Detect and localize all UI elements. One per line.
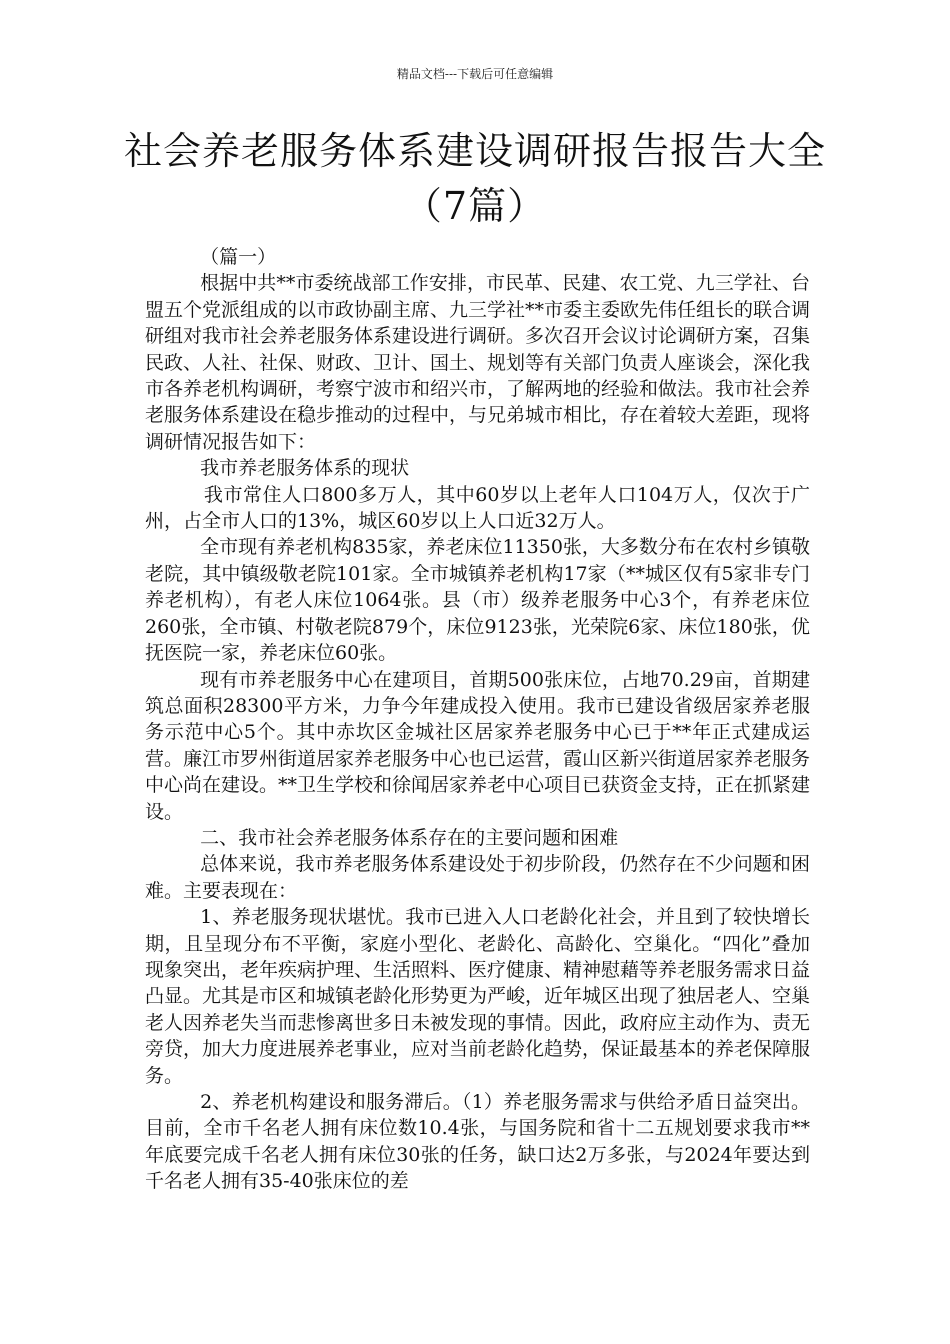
body-paragraph: 现有市养老服务中心在建项目，首期500张床位，占地70.29亩，首期建筑总面积28300平方米，力争今年建成投入使用。我市已建设省级居家养老服务示范中心5个。其中赤坎区金城社区居家养老服务中心已于**年正式建成运营。廉江市罗州街道居家养老服务中心也已运营，霞山区新兴街道居家养老服务中心尚在建设。**卫生学校和徐闻居家养老中心项目已获资金支持，正在抓紧建设。	[145, 668, 811, 823]
body-paragraph: 全市现有养老机构835家，养老床位11350张，大多数分布在农村乡镇敬老院，其中镇级敬老院101家。全市城镇养老机构17家（**城区仅有5家非专门养老机构），有老人床位1064张。县（市）级养老服务中心3个，有养老床位260张，全市镇、村敬老院879个，床位9123张，光荣院6家、床位180张，优抚医院一家，养老床位60张。	[145, 536, 810, 665]
section-heading: 二、我市社会养老服务体系存在的主要问题和困难	[200, 826, 619, 849]
document-title: 社会养老服务体系建设调研报告报告大全（7篇）	[123, 129, 826, 228]
body-paragraph: 总体来说，我市养老服务体系建设处于初步阶段，仍然存在不少问题和困难。主要表现在：	[145, 853, 810, 902]
body-paragraph: 1、养老服务现状堪忧。我市已进入人口老龄化社会，并且到了较快增长期，且呈现分布不平衡，家庭小型化、老龄化、高龄化、空巢化。“四化”叠加现象突出，老年疾病护理、生活照料、医疗健康、精神慰藉等养老服务需求日益凸显。尤其是市区和城镇老龄化形势更为严峻，近年城区出现了独居老人、空巢老人因养老失当而悲惨离世多日未被发现的事情。因此，政府应主动作为、责无旁贷，加大力度进展养老事业，应对当前老龄化趋势，保证最基本的养老保障服务。	[145, 906, 811, 1087]
header-note: 精品文档---下载后可任意编辑	[396, 67, 554, 81]
body-paragraph: 我市常住人口800多万人，其中60岁以上老年人口104万人，仅次于广州，占全市人口的13%，城区60岁以上人口近32万人。	[145, 483, 810, 533]
section-label: （篇一）	[200, 246, 277, 268]
document-body	[145, 244, 810, 1195]
body-paragraph: 2、养老机构建设和服务滞后。（1）养老服务需求与供给矛盾日益突出。目前，全市千名老人拥有床位数10.4张，与国务院和省十二五规划要求我市**年底要完成千名老人拥有床位30张的任务，缺口达2万多张，与2024年要达到千名老人拥有35-40张床位的差	[145, 1091, 810, 1193]
body-paragraph: 根据中共**市委统战部工作安排，市民革、民建、农工党、九三学社、台盟五个党派组成的以市政协副主席、九三学社**市委主委欧先伟任组长的联合调研组对我市社会养老服务体系建设进行调研。多次召开会议讨论调研方案，召集民政、人社、社保、财政、卫计、国土、规划等有关部门负责人座谈会，深化我市各养老机构调研，考察宁波市和绍兴市，了解两地的经验和做法。我市社会养老服务体系建设在稳步推动的过程中，与兄弟城市相比，存在着较大差距，现将调研情况报告如下：	[145, 272, 811, 453]
section-heading: 我市养老服务体系的现状	[200, 457, 410, 480]
